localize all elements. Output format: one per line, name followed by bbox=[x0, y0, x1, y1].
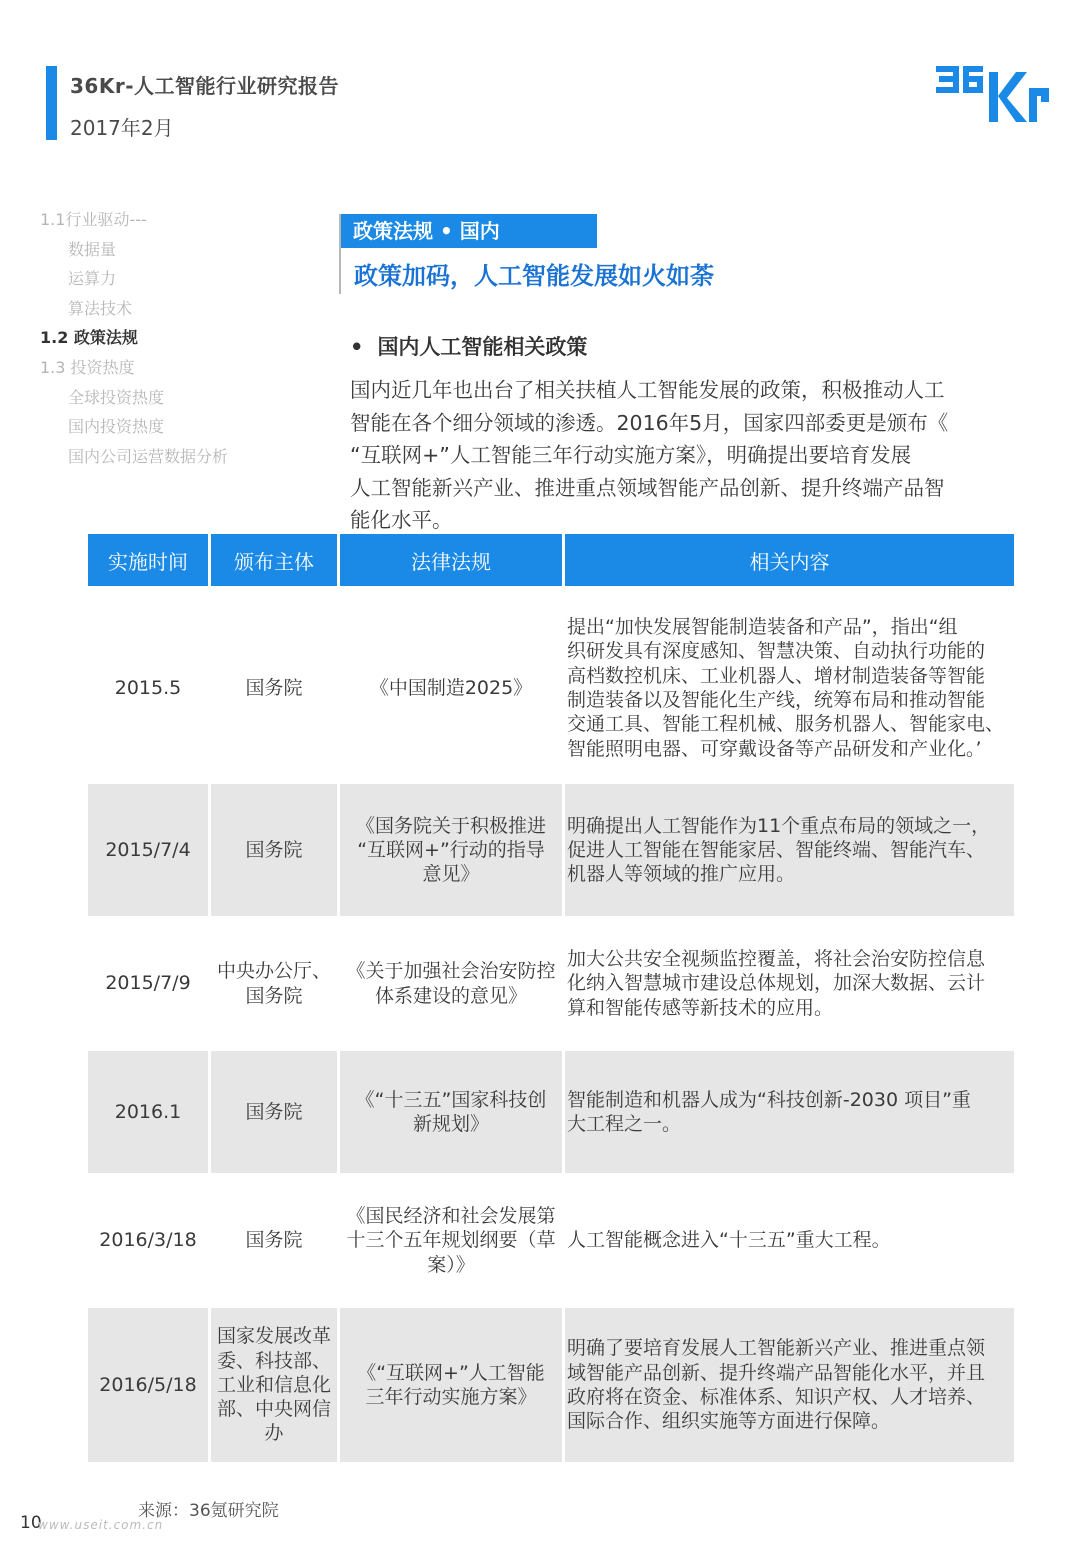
cell-law-line: 《国民经济和社会发展第 bbox=[346, 1205, 556, 1228]
cell-date bbox=[88, 1308, 208, 1462]
cell-law-line: 体系建设的意见》 bbox=[374, 984, 527, 1007]
cell-law bbox=[340, 1173, 562, 1308]
toc-item[interactable]: 全球投资热度 bbox=[68, 387, 165, 407]
cell-date-line: 2016/3/18 bbox=[99, 1229, 197, 1252]
cell-issuer bbox=[211, 784, 337, 916]
cell-content-line: 化纳入智慧城市建设总体规划，加深大数据、云计 bbox=[567, 972, 986, 995]
toc-item[interactable]: 1.1行业驱动--- bbox=[40, 210, 147, 229]
cell-issuer bbox=[211, 1173, 337, 1308]
cell-law bbox=[340, 784, 562, 916]
column-header-content: 相关内容 bbox=[565, 534, 1014, 586]
cell-issuer-line: 国务院 bbox=[245, 838, 303, 861]
toc-item[interactable]: 国内公司运营数据分析 bbox=[68, 446, 229, 466]
cell-law-line: 新规划》 bbox=[412, 1113, 489, 1135]
cell-issuer-line: 国务院 bbox=[245, 1100, 303, 1123]
cell-content-line: 促进人工智能在智能家居、智能终端、智能汽车、 bbox=[567, 838, 986, 861]
cell-content-line: 算和智能传感等新技术的应用。 bbox=[567, 996, 834, 1019]
cell-law bbox=[340, 598, 562, 778]
table-header-row bbox=[88, 534, 1014, 586]
cell-content-line: 智能照明电器、可穿戴设备等产品研发和产业化。’ bbox=[567, 737, 982, 760]
page-number: 10 bbox=[20, 1513, 42, 1533]
cell-issuer bbox=[211, 1308, 337, 1462]
cell-content-line: 明确提出人工智能作为11个重点布局的领域之一， bbox=[567, 814, 991, 837]
column-header-issuer: 颁布主体 bbox=[211, 534, 337, 586]
table-row bbox=[88, 784, 1014, 916]
watermark: www.useit.com.cn bbox=[38, 1518, 164, 1532]
cell-content bbox=[565, 1308, 1014, 1462]
intro-paragraph bbox=[350, 374, 1000, 537]
cell-content bbox=[565, 1051, 1014, 1173]
paragraph-line: “互联网+”人工智能三年行动实施方案》，明确提出要培育发展 bbox=[350, 443, 912, 467]
toc-item[interactable]: 1.3 投资热度 bbox=[40, 357, 135, 377]
cell-date-line: 2015/7/9 bbox=[105, 972, 191, 995]
cell-law-line: “互联网+”行动的指导 bbox=[357, 838, 545, 861]
section-heading: 政策加码，人工智能发展如火如荼 bbox=[354, 262, 714, 290]
36kr-logo bbox=[934, 58, 1052, 130]
cell-content-line: 机器人等领域的推广应用。 bbox=[567, 863, 796, 886]
cell-date bbox=[88, 1051, 208, 1173]
cell-issuer-line: 国务院 bbox=[245, 676, 303, 699]
cell-issuer bbox=[211, 1051, 337, 1173]
column-header-law: 法律法规 bbox=[340, 534, 562, 586]
cell-content bbox=[565, 1173, 1014, 1308]
cell-law bbox=[340, 916, 562, 1051]
cell-issuer-line: 工业和信息化 bbox=[216, 1373, 331, 1396]
toc-item[interactable]: 算法技术 bbox=[68, 298, 133, 318]
cell-law bbox=[340, 1308, 562, 1462]
toc-item[interactable]: 运算力 bbox=[68, 269, 117, 289]
cell-issuer-line: 国务院 bbox=[245, 1229, 303, 1252]
cell-content-line: 政府将在资金、标准体系、知识产权、人才培养、 bbox=[567, 1386, 986, 1408]
cell-issuer-line: 中央办公厅、 bbox=[216, 960, 331, 983]
table-row bbox=[88, 916, 1014, 1051]
table-of-contents bbox=[40, 205, 228, 471]
cell-law-line: 意见》 bbox=[422, 863, 480, 886]
bullet-marker: • bbox=[350, 335, 364, 359]
cell-date bbox=[88, 1173, 208, 1308]
paragraph-line: 智能在各个细分领域的渗透。2016年5月，国家四部委更是颁布《 bbox=[350, 410, 949, 435]
header-accent-bar bbox=[46, 66, 57, 140]
cell-content bbox=[565, 598, 1014, 778]
table-row bbox=[88, 1173, 1014, 1308]
cell-law-line: 《“十三五”国家科技创 bbox=[355, 1088, 547, 1111]
cell-law-line: 案）》 bbox=[427, 1253, 475, 1276]
cell-date-line: 2015/7/4 bbox=[105, 838, 191, 861]
cell-law-line: 三年行动实施方案》 bbox=[365, 1386, 537, 1408]
report-date: 2017年2月 bbox=[70, 116, 174, 140]
cell-content-line: 明确了要培育发展人工智能新兴产业、推进重点领 bbox=[567, 1337, 986, 1360]
cell-issuer-line: 国务院 bbox=[245, 984, 303, 1007]
cell-law-line: 《国务院关于积极推进 bbox=[355, 814, 546, 837]
table-row bbox=[88, 598, 1014, 778]
cell-content-line: 高档数控机床、工业机器人、增材制造装备等智能 bbox=[567, 664, 986, 687]
cell-date-line: 2015.5 bbox=[114, 676, 182, 699]
toc-item[interactable]: 1.2 政策法规 bbox=[40, 328, 138, 348]
cell-date bbox=[88, 784, 208, 916]
cell-issuer-line: 国家发展改革 bbox=[216, 1325, 331, 1348]
table-row bbox=[88, 1308, 1014, 1462]
cell-date bbox=[88, 916, 208, 1051]
cell-law-line: 《关于加强社会治安防控 bbox=[346, 960, 556, 983]
cell-content-line: 提出“加快发展智能制造装备和产品”，指出“组 bbox=[567, 616, 958, 639]
column-header-date: 实施时间 bbox=[88, 534, 208, 586]
toc-item[interactable]: 数据量 bbox=[68, 239, 117, 259]
policy-table bbox=[88, 534, 1014, 1445]
paragraph-line: 人工智能新兴产业、推进重点领域智能产品创新、提升终端产品智 bbox=[350, 475, 945, 500]
cell-content-line: 大工程之一。 bbox=[567, 1113, 682, 1135]
cell-issuer-line: 部、中央网信 bbox=[216, 1398, 331, 1421]
cell-issuer bbox=[211, 916, 337, 1051]
cell-issuer-line: 委、科技部、 bbox=[216, 1349, 331, 1372]
paragraph-line: 国内近几年也出台了相关扶植人工智能发展的政策，积极推动人工 bbox=[350, 378, 945, 402]
bullet-heading bbox=[350, 331, 587, 361]
cell-law-line: 十三个五年规划纲要（草 bbox=[346, 1229, 556, 1252]
paragraph-line: 能化水平。 bbox=[350, 508, 453, 532]
toc-item[interactable]: 国内投资热度 bbox=[68, 417, 165, 437]
cell-law-line: 《中国制造2025》 bbox=[369, 676, 533, 699]
cell-law-line: 《“互联网+”人工智能 bbox=[357, 1361, 545, 1384]
report-title: 36Kr-人工智能行业研究报告 bbox=[70, 74, 339, 98]
cell-date-line: 2016/5/18 bbox=[99, 1373, 197, 1396]
bullet-title: 国内人工智能相关政策 bbox=[377, 335, 588, 359]
cell-content-line: 国际合作、组织实施等方面进行保障。 bbox=[567, 1410, 891, 1433]
cell-content-line: 人工智能概念进入“十三五”重大工程。 bbox=[567, 1229, 891, 1252]
cell-content-line: 域智能产品创新、提升终端产品智能化水平，并且 bbox=[567, 1361, 986, 1384]
cell-content-line: 制造装备以及智能化生产线，统筹布局和推动智能 bbox=[567, 689, 986, 711]
cell-issuer bbox=[211, 598, 337, 778]
cell-date bbox=[88, 598, 208, 778]
cell-content-line: 织研发具有深度感知、智慧决策、自动执行功能的 bbox=[567, 640, 986, 663]
cell-date-line: 2016.1 bbox=[114, 1100, 182, 1123]
cell-content-line: 智能制造和机器人成为“科技创新-2030 项目”重 bbox=[567, 1088, 971, 1111]
cell-issuer-line: 办 bbox=[264, 1422, 284, 1445]
cell-law bbox=[340, 1051, 562, 1173]
cell-content bbox=[565, 784, 1014, 916]
source-note: 来源：36氪研究院 bbox=[138, 1501, 279, 1521]
section-tag: 政策法规 • 国内 bbox=[341, 214, 597, 248]
table-row bbox=[88, 1051, 1014, 1173]
cell-content-line: 加大公共安全视频监控覆盖，将社会治安防控信息 bbox=[567, 948, 986, 971]
cell-content-line: 交通工具、智能工程机械、服务机器人、智能家电、 bbox=[567, 713, 1005, 736]
cell-content bbox=[565, 916, 1014, 1051]
